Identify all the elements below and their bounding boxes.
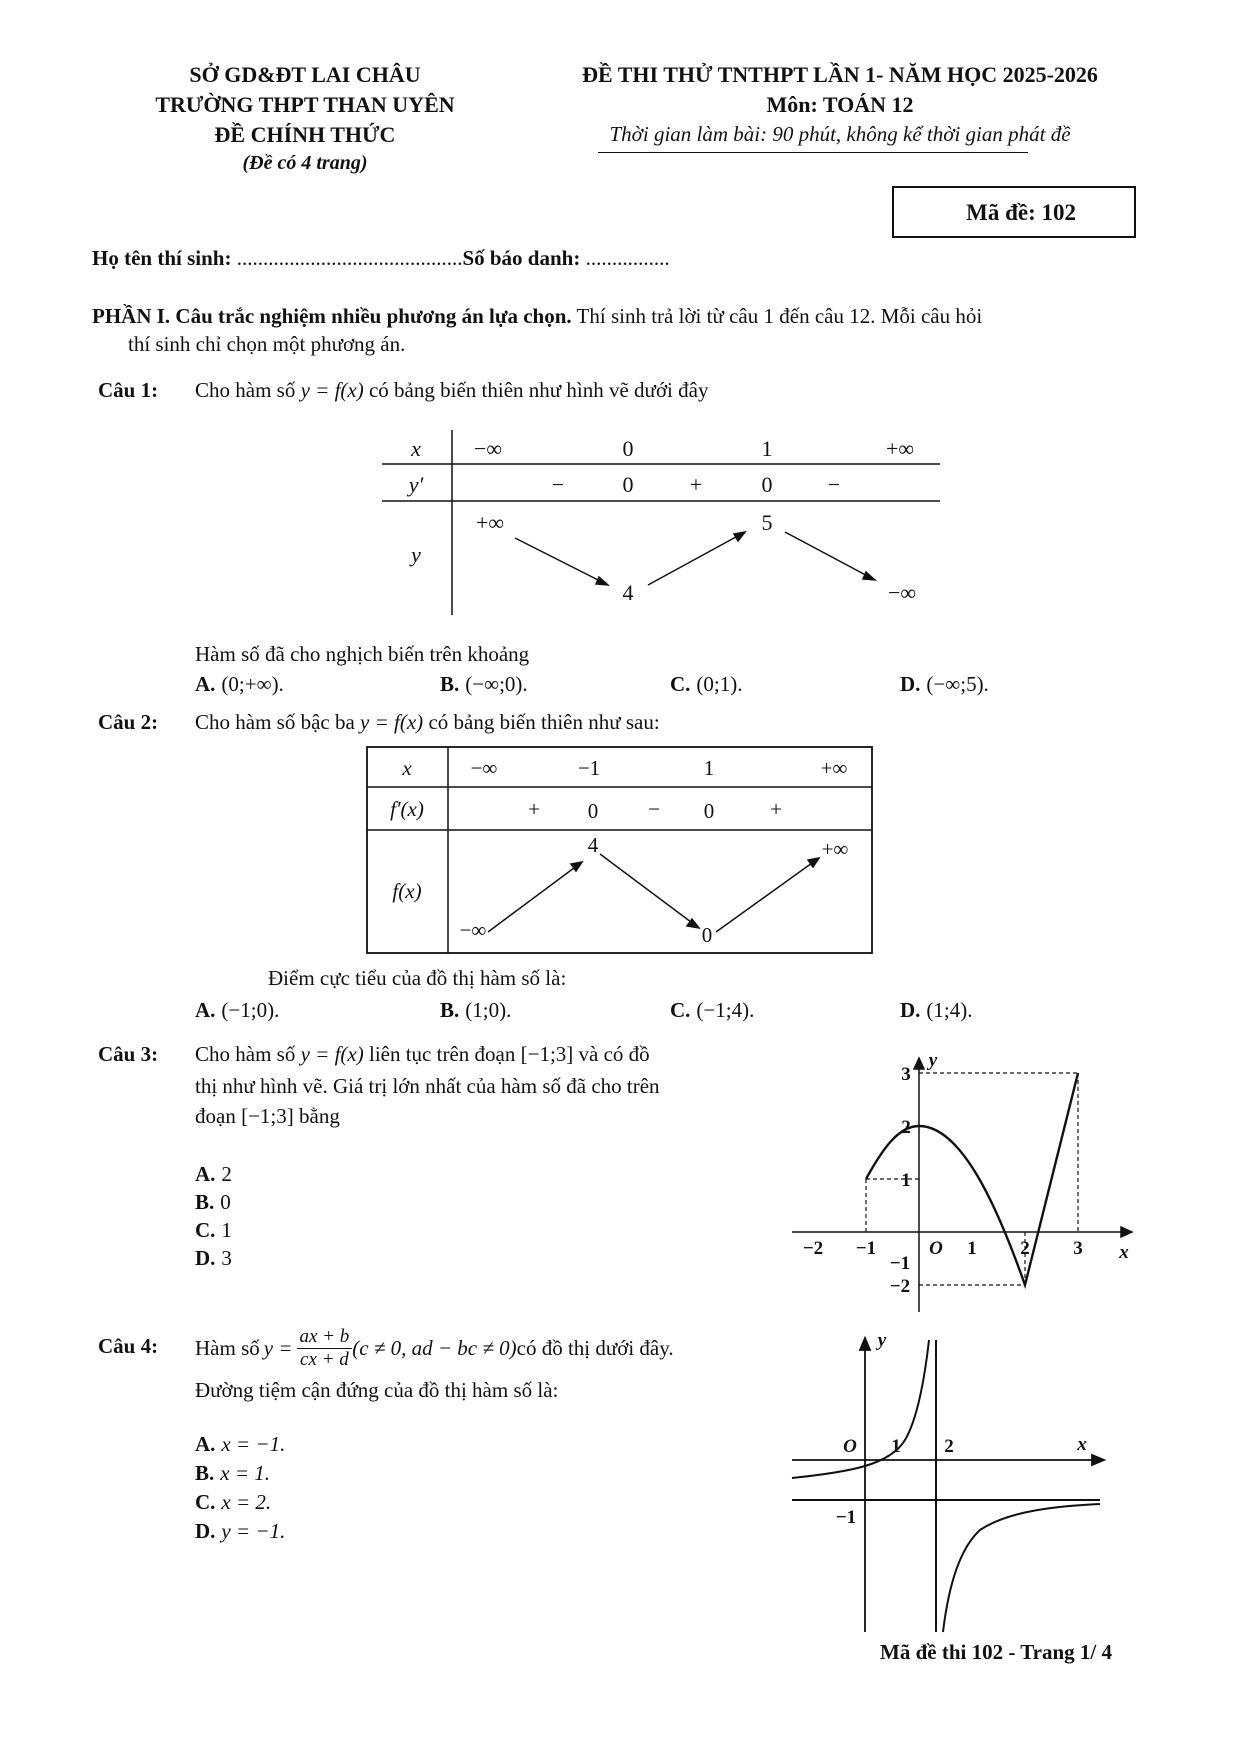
q1-x-val: 1: [761, 436, 773, 461]
q1-y-val: 5: [761, 510, 773, 535]
q3-text: đoạn: [195, 1104, 242, 1128]
q1-question: Hàm số đã cho nghịch biến trên khoảng: [195, 642, 530, 666]
q3-y-tick: 2: [901, 1117, 911, 1138]
q2-stem-text2: có bảng biến thiên như sau:: [423, 710, 660, 734]
q1-arrow-up: [648, 532, 745, 585]
option-text: (−1;0).: [221, 998, 280, 1022]
q1-arrowhead: [596, 577, 608, 585]
option-key: C.: [195, 1490, 216, 1514]
option-key: B.: [440, 672, 460, 696]
q2-stem-text: Cho hàm số bậc ba: [195, 710, 361, 734]
option-text: 3: [221, 1246, 232, 1270]
q1-stem-math: y = f(x): [300, 378, 364, 402]
exam-code: Mã đề: 102: [966, 200, 1076, 225]
q4-condition: (c ≠ 0, ad − bc ≠ 0): [352, 1335, 517, 1360]
option-text: x = −1.: [221, 1432, 286, 1456]
q3-interval: [−1;3]: [241, 1104, 294, 1128]
q1-x-val: 0: [622, 436, 634, 461]
title-underline: [598, 152, 1028, 153]
q1-x-val: −∞: [473, 436, 503, 461]
option-key: D.: [900, 672, 921, 696]
q3-option-b[interactable]: [195, 1190, 231, 1215]
option-key: B.: [195, 1461, 215, 1485]
part1-title: PHẦN I. Câu trắc nghiệm nhiều phương án lựa chọn.: [92, 304, 572, 328]
candidate-info: [92, 246, 670, 271]
q2-stem: [195, 710, 660, 735]
page-footer: Mã đề thi 102 - Trang 1/ 4: [880, 1640, 1112, 1664]
q1-option-c[interactable]: [670, 672, 743, 697]
q3-stem-line3: [195, 1104, 340, 1129]
q3-y-tick: −1: [889, 1253, 911, 1274]
q1-yp-sign: +: [689, 472, 703, 497]
option-text: (1;4).: [926, 998, 973, 1022]
q2-fp-zero: 0: [587, 799, 599, 823]
school-name: TRƯỜNG THPT THAN UYÊN: [155, 92, 455, 117]
q2-f-val: +∞: [821, 837, 849, 861]
q2-f-val: −∞: [459, 918, 487, 942]
option-key: C.: [670, 672, 691, 696]
q3-text: liên tục trên đoạn: [363, 1042, 521, 1066]
q2-x-val: −∞: [470, 756, 498, 780]
q2-label: Câu 2:: [98, 710, 159, 734]
q3-stem-line2: thị như hình vẽ. Giá trị lớn nhất của hàm số đã cho trên: [195, 1074, 660, 1098]
q1-arrowhead: [863, 572, 875, 580]
option-key: C.: [670, 998, 691, 1022]
part1-instruction-cont: thí sinh chỉ chọn một phương án.: [128, 332, 406, 356]
q2-x-val: −1: [577, 756, 601, 780]
official-exam-label: ĐỀ CHÍNH THỨC: [214, 122, 396, 147]
q4-x-tick: 2: [944, 1436, 954, 1457]
option-text: (0;+∞).: [221, 672, 284, 696]
q1-x-val: +∞: [885, 436, 915, 461]
q3-stem-line1: [195, 1042, 650, 1067]
q1-y-val: −∞: [887, 580, 917, 605]
q4-option-c[interactable]: [195, 1490, 271, 1515]
q3-text: Cho hàm số: [195, 1042, 301, 1066]
q3-y-tick: −2: [889, 1276, 911, 1297]
q1-y-val: 4: [622, 580, 634, 605]
q4-origin-label: O: [843, 1436, 857, 1457]
q4-graph: [790, 1330, 1120, 1635]
option-key: B.: [440, 998, 460, 1022]
q4-text: có đồ thị dưới đây.: [516, 1335, 674, 1360]
option-text: (−∞;0).: [465, 672, 528, 696]
part1-instruction: Thí sinh trả lời từ câu 1 đến câu 12. Mỗi câu hỏi: [571, 304, 983, 328]
q2-option-b[interactable]: [440, 998, 511, 1023]
q1-arrow-down: [785, 532, 875, 580]
q3-label: Câu 3:: [98, 1042, 159, 1066]
exam-title: ĐỀ THI THỬ TNTHPT LẦN 1- NĂM HỌC 2025-2026: [582, 62, 1098, 87]
department-name: SỞ GD&ĐT LAI CHÂU: [189, 62, 421, 87]
q2-option-c[interactable]: [670, 998, 754, 1023]
q1-stem-text: Cho hàm số: [195, 378, 301, 402]
option-text: (−∞;5).: [926, 672, 989, 696]
q1-yp-zero: 0: [622, 472, 634, 497]
candidate-name-field[interactable]: ...........................................: [236, 246, 463, 270]
pages-note: (Đề có 4 trang): [242, 152, 368, 174]
option-text: y = −1.: [221, 1519, 286, 1543]
q2-f-header: f(x): [392, 879, 422, 903]
part1-heading: [92, 304, 982, 329]
option-text: 2: [221, 1162, 232, 1186]
q2-arrowhead: [808, 858, 819, 867]
q1-variation-table: [380, 430, 950, 620]
q1-y-header: y: [411, 542, 421, 567]
option-text: (0;1).: [696, 672, 743, 696]
q2-f-val: 0: [701, 923, 713, 947]
q1-label: Câu 1:: [98, 378, 159, 402]
q3-interval: [−1;3]: [520, 1042, 574, 1066]
q3-text: và có đồ: [573, 1042, 650, 1066]
q4-x-axis-arrow: [1092, 1455, 1104, 1465]
q4-stem: [195, 1318, 674, 1378]
q4-text: Hàm số: [195, 1335, 260, 1360]
q4-question: Đường tiệm cận đứng của đồ thị hàm số là:: [195, 1378, 559, 1402]
q4-x-axis-label: x: [1077, 1434, 1087, 1455]
q4-y-axis-label: y: [877, 1330, 887, 1351]
option-text: x = 2.: [221, 1490, 272, 1514]
option-key: A.: [195, 672, 216, 696]
q3-x-tick: 3: [1073, 1238, 1083, 1259]
q2-fp-zero: 0: [703, 799, 715, 823]
q2-x-header: x: [402, 756, 412, 780]
q2-fp-header: f′(x): [390, 797, 424, 821]
q4-x-tick: 1: [891, 1436, 901, 1457]
option-key: A.: [195, 1432, 216, 1456]
q1-arrowhead: [734, 532, 745, 541]
q3-text: bằng: [293, 1104, 340, 1128]
q2-fp-sign: +: [528, 797, 540, 821]
q4-fraction: [297, 1326, 353, 1371]
q3-y-tick: 1: [901, 1170, 911, 1191]
q2-arrow-down: [600, 854, 699, 928]
q2-f-val: 4: [587, 833, 599, 857]
option-text: (−1;4).: [696, 998, 755, 1022]
candidate-id-field[interactable]: ................: [585, 246, 670, 270]
q3-option-a[interactable]: [195, 1162, 232, 1187]
q3-option-c[interactable]: [195, 1218, 232, 1243]
time-note: Thời gian làm bài: 90 phút, không kể thời gian phát đề: [609, 122, 1071, 146]
q4-y-equals: y =: [263, 1335, 293, 1360]
q3-y-tick: 3: [901, 1064, 911, 1085]
q1-arrow-down: [515, 538, 608, 585]
option-key: A.: [195, 1162, 216, 1186]
q3-x-axis-label: x: [1119, 1242, 1129, 1263]
q4-label: Câu 4:: [98, 1334, 159, 1358]
q4-y-tick: −1: [835, 1507, 857, 1528]
q2-arrow-up: [488, 862, 582, 932]
q3-math: y = f(x): [300, 1042, 364, 1066]
q3-origin-label: O: [929, 1238, 943, 1259]
q3-x-tick: −2: [802, 1238, 824, 1259]
q2-x-val: +∞: [820, 756, 848, 780]
q1-x-header: x: [411, 436, 421, 461]
q1-option-b[interactable]: [440, 672, 528, 697]
q3-x-tick: −1: [855, 1238, 877, 1259]
q3-x-tick: 2: [1020, 1238, 1030, 1259]
q1-option-d[interactable]: [900, 672, 989, 697]
q2-stem-math: y = f(x): [360, 710, 424, 734]
q3-x-axis-arrow: [1121, 1227, 1132, 1237]
option-key: D.: [195, 1246, 216, 1270]
q1-stem-text2: có bảng biến thiên như hình vẽ dưới đây: [363, 378, 709, 402]
option-text: 0: [220, 1190, 231, 1214]
q2-option-a[interactable]: [195, 998, 279, 1023]
q4-fraction-denominator: cx + d: [300, 1348, 349, 1370]
option-key: D.: [195, 1519, 216, 1543]
q4-fraction-numerator: ax + b: [297, 1326, 353, 1349]
q4-right-branch: [943, 1504, 1100, 1632]
q1-option-a[interactable]: [195, 672, 284, 697]
q1-yp-sign: −: [551, 472, 565, 497]
q4-option-d[interactable]: [195, 1519, 285, 1544]
q2-arrow-up: [716, 858, 819, 932]
q2-option-d[interactable]: [900, 998, 973, 1023]
q4-option-a[interactable]: [195, 1432, 285, 1457]
q1-stem: [195, 378, 708, 403]
q4-left-branch: [792, 1340, 929, 1478]
q2-x-val: 1: [703, 756, 715, 780]
option-key: C.: [195, 1218, 216, 1242]
candidate-id-label: Số báo danh:: [462, 246, 586, 270]
q3-graph: [790, 1050, 1140, 1320]
q1-yp-header: y′: [408, 472, 424, 497]
q3-y-axis-label: y: [928, 1050, 938, 1071]
option-text: x = 1.: [220, 1461, 271, 1485]
exam-code-box: [892, 186, 1136, 238]
option-text: 1: [221, 1218, 232, 1242]
q4-y-axis-arrow: [860, 1338, 870, 1350]
q3-y-axis-arrow: [914, 1058, 924, 1069]
q4-option-b[interactable]: [195, 1461, 270, 1486]
q2-question: Điểm cực tiểu của đồ thị hàm số là:: [268, 966, 567, 990]
option-text: (1;0).: [465, 998, 512, 1022]
q1-yp-zero: 0: [761, 472, 773, 497]
q1-yp-sign: −: [827, 472, 841, 497]
q1-y-val: +∞: [475, 510, 505, 535]
option-key: A.: [195, 998, 216, 1022]
q2-fp-sign: −: [648, 797, 660, 821]
q2-variation-table: [366, 746, 876, 958]
candidate-name-label: Họ tên thí sinh:: [92, 246, 237, 270]
subject-line: Môn: TOÁN 12: [766, 92, 914, 117]
option-key: B.: [195, 1190, 215, 1214]
q3-x-tick: 1: [967, 1238, 977, 1259]
q2-fp-sign: +: [770, 797, 782, 821]
q3-option-d[interactable]: [195, 1246, 232, 1271]
option-key: D.: [900, 998, 921, 1022]
